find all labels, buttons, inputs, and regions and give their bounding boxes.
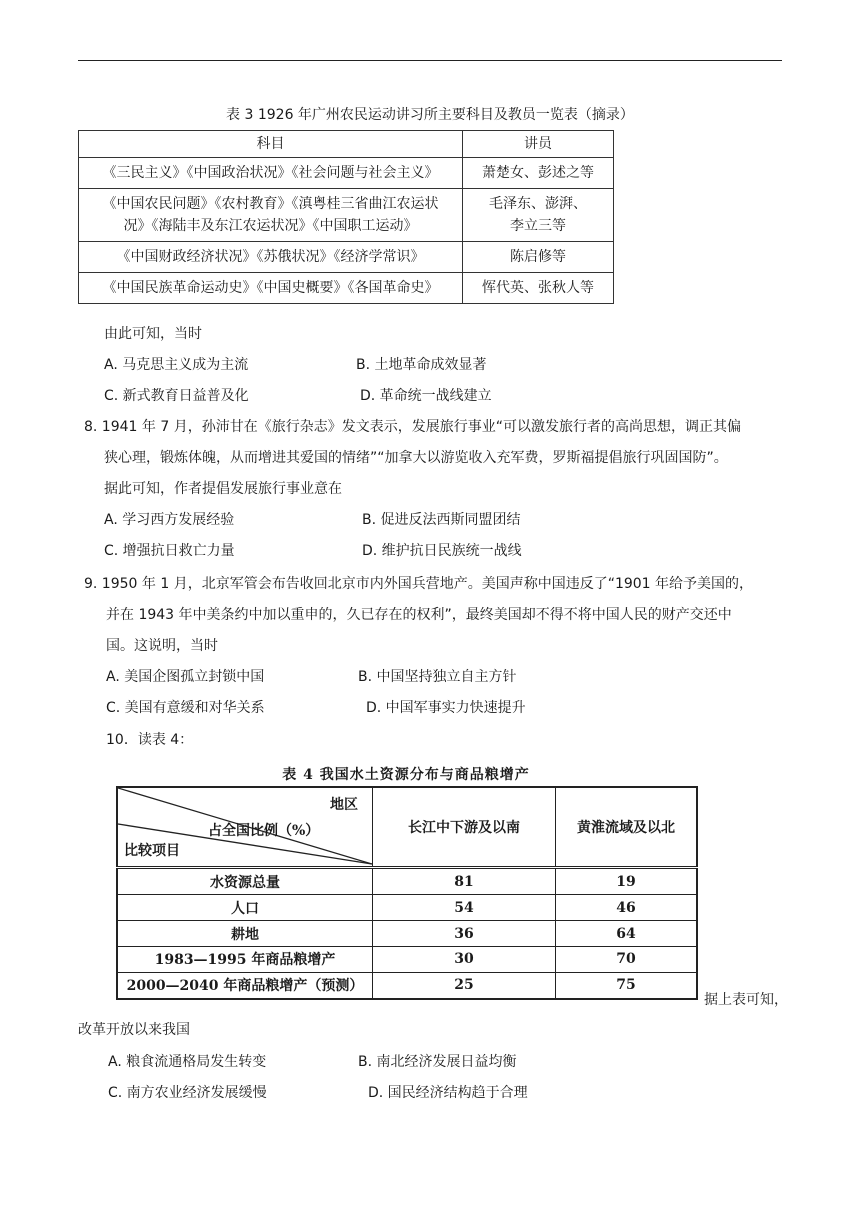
table3-caption: 表 3 1926 年广州农民运动讲习所主要科目及教员一览表（摘录） <box>226 107 634 123</box>
cell-text: 萧楚女、彭述之等 <box>482 165 594 181</box>
teachers-cell <box>463 242 614 273</box>
table-row <box>117 895 697 921</box>
table-row <box>79 189 614 242</box>
q7-stem: 由此可知，当时 <box>104 326 202 342</box>
south-value: 81 <box>373 868 556 895</box>
table-row <box>79 242 614 273</box>
table3 <box>78 130 614 304</box>
cell-text: 毛泽东、澎湃、 <box>489 196 587 212</box>
cell-text: 陈启修等 <box>510 249 566 265</box>
table4 <box>116 786 698 1000</box>
table-row <box>117 921 697 947</box>
south-value: 36 <box>373 921 556 947</box>
q9-line-3: 国。这说明，当时 <box>106 638 218 654</box>
header-region-label: 地区 <box>330 797 358 813</box>
north-value: 19 <box>556 868 698 895</box>
table-header-row <box>79 131 614 158</box>
subjects-cell <box>79 189 463 242</box>
q7-option-b[interactable]: B. 土地革命成效显著 <box>356 357 487 373</box>
q8-option-a[interactable]: A. 学习西方发展经验 <box>104 512 235 528</box>
teachers-cell <box>463 189 614 242</box>
south-value: 30 <box>373 947 556 973</box>
table-row <box>79 158 614 189</box>
q9-option-b[interactable]: B. 中国坚持独立自主方针 <box>358 669 517 685</box>
q9-line-1: 9. 1950 年 1 月，北京军管会布告收回北京市内外国兵营地产。美国声称中国违反了“1901 年给予美国的， <box>84 576 754 592</box>
q8-option-c[interactable]: C. 增强抗日救亡力量 <box>104 543 235 559</box>
south-value: 54 <box>373 895 556 921</box>
q10-option-b[interactable]: B. 南北经济发展日益均衡 <box>358 1054 517 1070</box>
table-row <box>79 273 614 304</box>
q10-option-c[interactable]: C. 南方农业经济发展缓慢 <box>108 1085 267 1101</box>
table-row <box>117 947 697 973</box>
q9-option-a[interactable]: A. 美国企图孤立封锁中国 <box>106 669 265 685</box>
q10-after-table: 据上表可知， <box>704 992 788 1008</box>
north-value: 46 <box>556 895 698 921</box>
q8-line-2: 狭心理，锻炼体魄，从而增进其爱国的情绪”“加拿大以游览收入充军费，罗斯福提倡旅行巩固国防”。 <box>104 450 728 466</box>
q10-intro: 10．读表 4： <box>106 732 194 748</box>
q10-option-a[interactable]: A. 粮食流通格局发生转变 <box>108 1054 267 1070</box>
column-header-subjects: 科目 <box>79 131 463 158</box>
q8-option-d[interactable]: D. 维护抗日民族统一战线 <box>362 543 522 559</box>
subjects-cell <box>79 158 463 189</box>
q7-option-d[interactable]: D. 革命统一战线建立 <box>360 388 492 404</box>
q8-line-3: 据此可知，作者提倡发展旅行事业意在 <box>104 481 342 497</box>
cell-text: 《中国民族革命运动史》《中国史概要》《各国革命史》 <box>102 280 439 296</box>
cell-text: 《三民主义》《中国政治状况》《社会问题与社会主义》 <box>102 165 439 181</box>
q9-option-c[interactable]: C. 美国有意缓和对华关系 <box>106 700 265 716</box>
row-item: 1983—1995 年商品粮增产 <box>117 947 373 973</box>
diagonal-header-cell <box>117 787 373 868</box>
q8-line-1: 8. 1941 年 7 月，孙沛甘在《旅行杂志》发文表示，发展旅行事业“可以激发旅行者的高尚思想，调正其偏 <box>84 419 741 435</box>
north-value: 70 <box>556 947 698 973</box>
cell-text: 恽代英、张秋人等 <box>482 280 594 296</box>
table-row <box>117 972 697 999</box>
header-item-label: 比较项目 <box>124 843 180 859</box>
column-header-south: 长江中下游及以南 <box>373 787 556 868</box>
north-value: 64 <box>556 921 698 947</box>
cell-text: 况》《海陆丰及东江农运状况》《中国职工运动》 <box>123 218 418 234</box>
cell-text: 《中国财政经济状况》《苏俄状况》《经济学常识》 <box>116 249 425 265</box>
q8-option-b[interactable]: B. 促进反法西斯同盟团结 <box>362 512 521 528</box>
q7-option-a[interactable]: A. 马克思主义成为主流 <box>104 357 249 373</box>
south-value: 25 <box>373 972 556 999</box>
q10-continuation: 改革开放以来我国 <box>78 1022 190 1038</box>
table4-title: 表 4 我国水土资源分布与商品粮增产 <box>282 767 530 783</box>
q10-option-d[interactable]: D. 国民经济结构趋于合理 <box>368 1085 528 1101</box>
row-item: 2000—2040 年商品粮增产（预测） <box>117 972 373 999</box>
row-item: 耕地 <box>117 921 373 947</box>
header-ratio-label: 占全国比例（%） <box>208 823 320 839</box>
subjects-cell <box>79 242 463 273</box>
column-header-teachers: 讲员 <box>463 131 614 158</box>
header-rule <box>78 60 782 61</box>
q9-line-2: 并在 1943 年中美条约中加以重申的，久已存在的权利”，最终美国却不得不将中国人民的财产交还中 <box>106 607 732 623</box>
cell-text: 《中国农民问题》《农村教育》《滇粤桂三省曲江农运状 <box>102 196 439 212</box>
q9-option-d[interactable]: D. 中国军事实力快速提升 <box>366 700 526 716</box>
north-value: 75 <box>556 972 698 999</box>
column-header-north: 黄淮流域及以北 <box>556 787 698 868</box>
teachers-cell <box>463 273 614 304</box>
cell-text: 李立三等 <box>510 218 566 234</box>
table-row <box>117 868 697 895</box>
row-item: 水资源总量 <box>117 868 373 895</box>
q7-option-c[interactable]: C. 新式教育日益普及化 <box>104 388 249 404</box>
table4-header-row <box>117 787 697 868</box>
row-item: 人口 <box>117 895 373 921</box>
subjects-cell <box>79 273 463 304</box>
teachers-cell <box>463 158 614 189</box>
